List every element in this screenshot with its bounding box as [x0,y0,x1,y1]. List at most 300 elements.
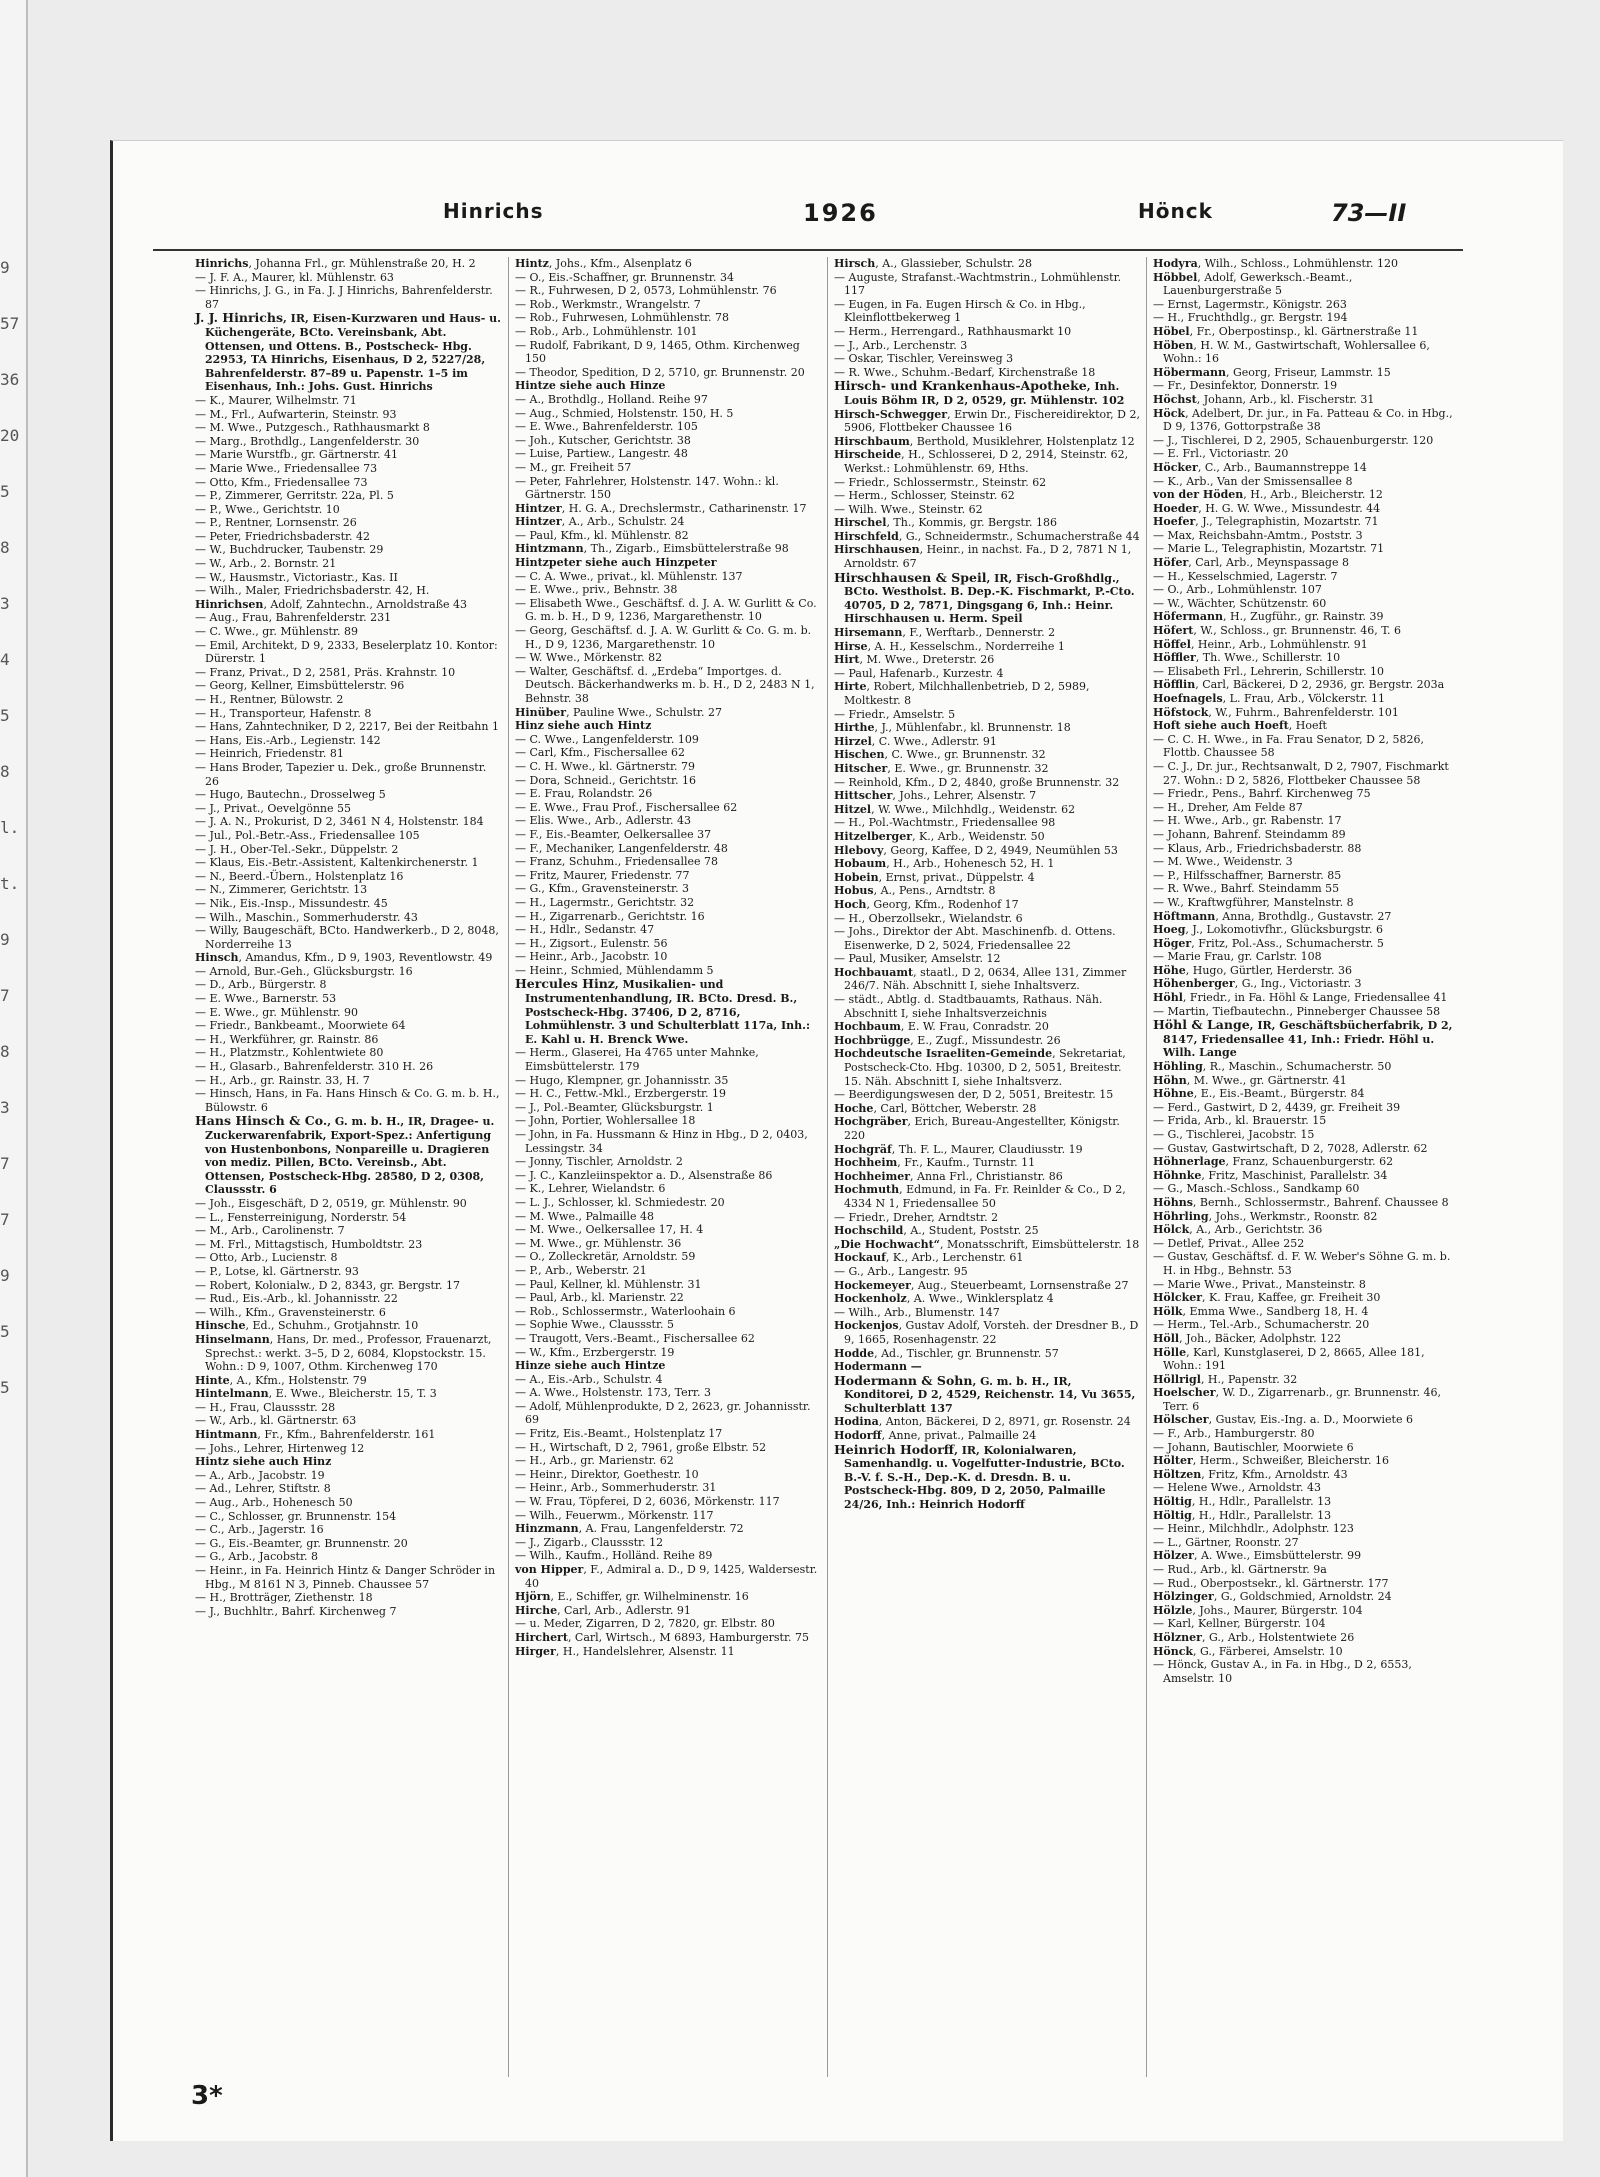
directory-entry: Hinselmann, Hans, Dr. med., Professor, Frauenarzt, Sprechst.: werkt. 3–5, D 2, 6084, Klopstockstr. 15. Wohn.: D 9, 1007, Othm. Kirchenweg 170 [195,1332,492,1374]
directory-entry: — E. Wwe., Barnerstr. 53 [195,992,337,1006]
edge-mark: 20 [0,426,20,445]
directory-entry: Höcker, C., Arb., Baumannstreppe 14 [1153,460,1367,474]
directory-entry: Höfert, W., Schloss., gr. Brunnenstr. 46, T. 6 [1153,624,1401,638]
directory-entry: — J., Privat., Oevelgönne 55 [195,801,352,815]
directory-entry: — Hönck, Gustav A., in Fa. in Hbg., D 2, 6553, Amselstr. 10 [1153,1658,1412,1685]
directory-entry: — Rob., Schlossermstr., Waterloohain 6 [515,1304,736,1318]
entry-surname: Hintz [515,257,549,270]
directory-entry: — Ferd., Gastwirt, D 2, 4439, gr. Freiheit 39 [1153,1100,1401,1114]
directory-entry: — E. Frl., Victoriastr. 20 [1153,447,1289,461]
directory-entry: — F., Arb., Hamburgerstr. 80 [1153,1427,1315,1441]
entry-surname: Höltzen [1153,1467,1202,1481]
directory-entry: Hinzmann, A. Frau, Langenfelderstr. 72 [515,1522,744,1536]
directory-entry: — W. Wwe., Mörkenstr. 82 [515,651,663,665]
directory-entry: — Auguste, Strafanst.-Wachtmstrin., Lohmühlenstr. 117 [834,270,1122,298]
edge-mark: 3 [0,594,10,613]
entry-surname: Höben [1153,338,1194,352]
directory-entry: Höhrling, Johs., Werkmstr., Roonstr. 82 [1153,1209,1378,1223]
directory-entry: Höhling, R., Maschin., Schumacherstr. 50 [1153,1060,1392,1074]
directory-entry: Höfer, Carl, Arb., Meynspassage 8 [1153,556,1349,570]
directory-entry: — J. F. A., Maurer, kl. Mühlenstr. 63 [195,270,394,284]
directory-entry: Hintzer, A., Arb., Schulstr. 24 [515,515,685,529]
directory-entry: — Rud., Arb., kl. Gärtnerstr. 9a [1153,1563,1327,1576]
directory-entry [515,556,821,570]
directory-entry: Hochheim, Fr., Kaufm., Turnstr. 11 [834,1156,1036,1170]
edge-mark: 3 [0,1098,10,1117]
directory-entry: — Elisabeth Wwe., Geschäftsf. d. J. A. W. Gurlitt & Co. G. m. b. H., D 9, 1236, Margarethenstr. 10 [515,596,817,624]
directory-entry: — Gustav, Geschäftsf. d. F. W. Weber's Söhne G. m. b. H. in Hbg., Behnstr. 53 [1153,1250,1451,1277]
directory-entry: — L. J., Schlosser, kl. Schmiedestr. 20 [515,1195,725,1209]
signature-mark: 3* [191,2081,223,2111]
edge-mark: 5 [0,1322,10,1341]
directory-entry: — Rud., Eis.-Arb., kl. Johannisstr. 22 [195,1292,398,1306]
directory-entry: — O., Eis.-Schaffner, gr. Brunnenstr. 34 [515,270,734,284]
directory-entry: — John, Portier, Wohlersallee 18 [515,1114,696,1128]
directory-entry: — Detlef, Privat., Allee 252 [1153,1236,1305,1250]
directory-entry: — Hugo, Klempner, gr. Johannisstr. 35 [515,1073,729,1087]
directory-entry: — R., Fuhrwesen, D 2, 0573, Lohmühlenstr. 76 [515,284,777,298]
edge-mark: 8 [0,1042,10,1061]
directory-entry: Hirse, A. H., Kesselschm., Norderreihe 1 [834,639,1065,653]
directory-entry: — P., Zimmerer, Gerritstr. 22a, Pl. 5 [195,489,394,503]
directory-entry: — K., Maurer, Wilhelmstr. 71 [195,393,357,407]
entry-surname: Hintzer [515,515,562,529]
directory-entry: „Die Hochwacht“, Monatsschrift, Eimsbüttelerstr. 18 [834,1237,1140,1251]
entry-surname: Hlebovy [834,843,884,857]
directory-entry: — Franz, Schuhm., Friedensallee 78 [515,855,718,869]
edge-mark: 5 [0,1378,10,1397]
entry-surname: Hoft siehe auch Hoeft [1153,719,1289,733]
entry-surname: Hinte [195,1373,230,1387]
directory-entry: — C. C. H. Wwe., in Fa. Frau Senator, D 2, 5826, Flottb. Chaussee 58 [1153,732,1424,760]
directory-entry: — C. Wwe., Langenfelderstr. 109 [515,732,699,746]
directory-entry: Hölle, Karl, Kunstglaserei, D 2, 8665, Allee 181, Wohn.: 191 [1153,1345,1425,1373]
entry-surname: Hintzpeter siehe auch Hinzpeter [515,556,717,570]
directory-entry: — Wilh., Maler, Friedrichsbaderstr. 42, H. [195,584,430,598]
directory-entry: Hobus, A., Pens., Arndtstr. 8 [834,884,996,898]
entry-surname: Hinselmann [195,1332,270,1346]
directory-entry: — Frida, Arb., kl. Brauerstr. 15 [1153,1114,1327,1128]
directory-entry: Hoft siehe auch Hoeft, Hoeft [1153,719,1327,733]
entry-surname: Hobein [834,870,879,884]
directory-entry: Höllrigl, H., Papenstr. 32 [1153,1372,1298,1386]
directory-entry: — P., Hilfsschaffner, Barnerstr. 85 [1153,868,1342,882]
entry-surname: Hodorff [834,1429,882,1443]
entry-surname: Hochmuth [834,1183,900,1197]
directory-entry: — G., Tischlerei, Jacobstr. 15 [1153,1128,1315,1141]
directory-entry: — W., Arb., 2. Bornstr. 21 [195,557,337,571]
directory-entry: — Friedr., Amselstr. 5 [834,707,956,721]
directory-entry: — Arnold, Bur.-Geh., Glücksburgstr. 16 [195,964,413,978]
directory-entry: — Johann, Bahrenf. Steindamm 89 [1153,827,1346,841]
directory-entry: — N., Zimmerer, Gerichtstr. 13 [195,883,368,897]
directory-entry: — H., Dreher, Am Felde 87 [1153,800,1303,814]
directory-entry: Höhnke, Fritz, Maschinist, Parallelstr. 34 [1153,1168,1388,1182]
entry-surname: Hoefer [1153,515,1196,529]
directory-entry: — Otto, Kfm., Friedensallee 73 [195,475,368,489]
page-number: 73—II [1331,199,1407,227]
entry-surname: Hochschild [834,1224,904,1238]
directory-entry: — W., Arb., kl. Gärtnerstr. 63 [195,1414,357,1428]
directory-entry: — Marie Wurstfb., gr. Gärtnerstr. 41 [195,448,399,462]
entry-surname: Hintze siehe auch Hinze [515,379,666,393]
entry-surname: Hochgräber [834,1115,908,1129]
directory-entry: — G., Eis.-Beamter, gr. Brunnenstr. 20 [195,1536,408,1550]
column-4 [1146,257,1465,2077]
entry-surname: Hobus [834,884,874,898]
directory-entry: — Eugen, in Fa. Eugen Hirsch & Co. in Hbg., Kleinflottbekerweg 1 [834,297,1086,325]
directory-entry: — Rudolf, Fabrikant, D 9, 1465, Othm. Kirchenweg 150 [515,338,800,366]
directory-entry: Hintzmann, Th., Zigarb., Eimsbüttelerstraße 98 [515,542,789,556]
directory-entry: Höck, Adelbert, Dr. jur., in Fa. Patteau & Co. in Hbg., D 9, 1376, Gottorpstraße 38 [1153,406,1453,434]
directory-entry: — Johann, Bautischler, Moorwiete 6 [1153,1440,1354,1454]
directory-entry: — H., Wirtschaft, D 2, 7961, große Elbstr. 52 [515,1440,767,1454]
entry-surname: Hirsemann [834,626,903,640]
directory-entry: — H., Rentner, Bülowstr. 2 [195,693,344,706]
entry-surname: von Hipper [515,1563,584,1576]
directory-entry: — E. Frau, Rolandstr. 26 [515,787,653,801]
directory-entry: — E. Wwe., gr. Mühlenstr. 90 [195,1005,358,1019]
directory-entry: — Paul, Arb., kl. Marienstr. 22 [515,1291,684,1305]
directory-entry: — Nik., Eis.-Insp., Missundestr. 45 [195,896,388,910]
directory-entry: — J. H., Ober-Tel.-Sekr., Düppelstr. 2 [195,842,399,856]
directory-entry: — H., Zigsort., Eulenstr. 56 [515,936,668,950]
directory-entry: Hinsche, Ed., Schuhm., Grotjahnstr. 10 [195,1319,419,1333]
entry-surname: Hirchert [515,1630,568,1644]
entry-surname: Höhl [1153,991,1183,1005]
directory-entry: Höchst, Johann, Arb., kl. Fischerstr. 31 [1153,392,1375,406]
entry-surname: Hischen [834,748,885,762]
directory-entry: — Fritz, Maurer, Friedenstr. 77 [515,868,690,882]
entry-surname: Hintelmann [195,1387,269,1401]
directory-entry: — Wilh., Maschin., Sommerhuderstr. 43 [195,910,418,924]
entry-surname: Hittscher [834,789,893,803]
entry-surname: Höllrigl [1153,1372,1201,1386]
directory-entry: Hölzle, Johs., Maurer, Bürgerstr. 104 [1153,1603,1363,1617]
directory-entry: — D., Arb., Bürgerstr. 8 [195,978,327,992]
directory-entry: — H., Lagermstr., Gerichtstr. 32 [515,895,695,909]
entry-surname: Hoeder [1153,501,1199,515]
directory-entry: — H., Werkführer, gr. Rainstr. 86 [195,1032,379,1046]
directory-entry: — Elisabeth Frl., Lehrerin, Schillerstr. 10 [1153,664,1384,678]
directory-entry: — Gustav, Gastwirtschaft, D 2, 7028, Adlerstr. 62 [1153,1141,1428,1155]
directory-entry: — Herm., Schlosser, Steinstr. 62 [834,489,1015,503]
directory-entry: Höhne, E., Eis.-Beamt., Bürgerstr. 84 [1153,1087,1365,1101]
directory-entry: Hitzelberger, K., Arb., Weidenstr. 50 [834,829,1045,843]
directory-entry: — G., Kfm., Gravensteinerstr. 3 [515,882,690,896]
directory-entry: Hölk, Emma Wwe., Sandberg 18, H. 4 [1153,1304,1369,1318]
entry-surname: Hölzle [1153,1603,1193,1617]
entry-surname: Hirt [834,653,860,667]
directory-entry: — J. C., Kanzleiinspektor a. D., Alsenstraße 86 [515,1168,773,1182]
directory-entry: Hinsch, Amandus, Kfm., D 9, 1903, Reventlowstr. 49 [195,951,493,965]
entry-surname: Hitzel [834,802,872,816]
directory-entry: Hochbauamt, staatl., D 2, 0634, Allee 131, Zimmer 246/7. Näh. Abschnitt I, siehe Inhaltsverz. [834,965,1127,993]
directory-entry: — Paul, Kellner, kl. Mühlenstr. 31 [515,1277,702,1291]
header-left-word: Hinrichs [443,199,544,223]
entry-surname: Hitscher [834,761,888,775]
entry-surname: Hölle [1153,1345,1187,1359]
directory-entry: — Reinhold, Kfm., D 2, 4840, große Brunnenstr. 32 [834,775,1120,789]
directory-entry: — J. A. N., Prokurist, D 2, 3461 N 4, Holstenstr. 184 [195,815,484,829]
directory-entry: — Oskar, Tischler, Vereinsweg 3 [834,352,1014,366]
entry-surname: Hintz siehe auch Hinz [195,1455,332,1469]
directory-entry: — Walter, Geschäftsf. d. „Erdeba“ Importges. d. Deutsch. Bäckerhandwerks m. b. H., D 2, 2483 N 1, Behnstr. 38 [515,664,815,705]
directory-entry: — M. Wwe., Weidenstr. 3 [1153,855,1293,869]
entry-surname: Hölck [1153,1223,1190,1237]
directory-entry: — Friedr., Bankbeamt., Moorwiete 64 [195,1019,406,1033]
directory-entry: Höfstock, W., Fuhrm., Bahrenfelderstr. 101 [1153,705,1399,719]
directory-entry: — Dora, Schneid., Gerichtstr. 16 [515,773,697,787]
directory-entry: — Karl, Kellner, Bürgerstr. 104 [1153,1617,1326,1631]
entry-surname: Höfstock [1153,705,1209,719]
edge-mark: 5 [0,706,10,725]
entry-surname: Höchst [1153,392,1197,406]
entry-surname: Hönck [1153,1644,1194,1658]
directory-entry: Hirschhausen & Speil, IR, Fisch-Großhdlg., BCto. Westholst. B. Dep.-K. Fischmarkt, P.-Cto. 40705, D 2, 7871, Dingsgang 6, Inh.: Heinr. Hirschhausen u. Herm. Speil [834,569,1135,626]
directory-entry: — F., Eis.-Beamter, Oelkersallee 37 [515,827,712,841]
directory-entry: — W., Kfm., Erzbergerstr. 19 [515,1345,675,1359]
directory-entry: Höffel, Heinr., Arb., Lohmühlenstr. 91 [1153,637,1368,651]
directory-entry: — Robert, Kolonialw., D 2, 8343, gr. Bergstr. 17 [195,1278,460,1292]
directory-entry: — Heinr., Arb., Jacobstr. 10 [515,950,668,964]
directory-entry: — C. Wwe., gr. Mühlenstr. 89 [195,625,358,639]
directory-entry: — Heinr., Schmied, Mühlendamm 5 [515,963,714,977]
directory-entry: — Marie L., Telegraphistin, Mozartstr. 71 [1153,542,1385,556]
directory-entry: — Hinrichs, J. G., in Fa. J. J Hinrichs, Bahrenfelderstr. 87 [195,284,493,311]
directory-entry: — Jonny, Tischler, Arnoldstr. 2 [515,1155,683,1169]
directory-entry: — Paul, Kfm., kl. Mühlenstr. 82 [515,528,689,542]
directory-entry: Hoefnagels, L. Frau, Arb., Völckerstr. 11 [1153,692,1385,705]
directory-entry: — N., Beerd.-Übern., Holstenplatz 16 [195,869,404,883]
directory-entry: — Marie Wwe., Friedensallee 73 [195,461,378,475]
directory-entry: Hirschhausen, Heinr., in nachst. Fa., D 2, 7871 N 1, Arnoldstr. 67 [834,543,1132,571]
directory-entry: Höger, Fritz, Pol.-Ass., Schumacherstr. 5 [1153,936,1384,950]
running-head [113,199,1563,233]
directory-entry: — Heinr., Milchhdlr., Adolphstr. 123 [1153,1522,1354,1536]
directory-entry: Hintelmann, E. Wwe., Bleicherstr. 15, T. 3 [195,1387,437,1401]
directory-entry: Hinte, A., Kfm., Holstenstr. 79 [195,1373,367,1387]
directory-entry [515,379,821,393]
directory-entry: Hobein, Ernst, privat., Düppelstr. 4 [834,870,1035,884]
directory-entry: — A. Wwe., Holstenstr. 173, Terr. 3 [515,1386,711,1400]
directory-entry: Hirt, M. Wwe., Dreterstr. 26 [834,653,995,667]
directory-entry: — Hinsch, Hans, in Fa. Hans Hinsch & Co. G. m. b. H., Bülowstr. 6 [195,1087,500,1114]
header-year: 1926 [803,199,878,227]
directory-entry: Hoche, Carl, Böttcher, Weberstr. 28 [834,1101,1037,1115]
directory-entry: — Friedr., Dreher, Arndtstr. 2 [834,1210,999,1224]
directory-entry [515,719,821,733]
entry-surname: Hinüber [515,705,567,719]
entry-surname: Höhenberger [1153,977,1235,991]
directory-entry: — H., Platzmstr., Kohlentwiete 80 [195,1046,384,1060]
directory-entry [515,1359,821,1373]
entry-surname: Hoch [834,897,867,911]
entry-surname: Hölcker [1153,1291,1203,1305]
entry-surname: Hintzer [515,501,562,515]
entry-surname: Hodina [834,1415,879,1429]
entry-surname: Hirthe [834,721,875,735]
directory-entry: Hoelscher, W. D., Zigarrenarb., gr. Brunnenstr. 46, Terr. 6 [1153,1386,1441,1413]
directory-entry: — M., Frl., Aufwarterin, Steinstr. 93 [195,407,397,421]
directory-entry: — M. Wwe., Putzgesch., Rathhausmarkt 8 [195,421,430,435]
directory-entry: Hirger, H., Handelslehrer, Alsenstr. 11 [515,1644,735,1658]
directory-entry: — C., Arb., Jagerstr. 16 [195,1523,324,1537]
entry-surname: Hinz siehe auch Hintz [515,719,652,733]
directory-entry: — Klaus, Eis.-Betr.-Assistent, Kaltenkirchenerstr. 1 [195,856,479,870]
entry-surname: Hodyra [1153,257,1198,270]
directory-entry: — Luise, Partiew., Langestr. 48 [515,447,688,461]
directory-entry: — Heinr., Arb., Sommerhuderstr. 31 [515,1481,717,1495]
directory-entry: Hölzner, G., Arb., Holstentwiete 26 [1153,1630,1355,1644]
directory-entry: — Fritz, Eis.-Beamt., Holstenplatz 17 [515,1427,723,1441]
directory-entry: Hischen, C. Wwe., gr. Brunnenstr. 32 [834,748,1046,762]
directory-entry: — Sophie Wwe., Claussstr. 5 [515,1318,675,1332]
directory-entry: — Wilh. Wwe., Steinstr. 62 [834,502,983,516]
directory-entry: — A., Brothdlg., Holland. Reihe 97 [515,392,708,406]
entry-surname: Hodermann & Sohn [834,1372,973,1388]
entry-surname: Hockemeyer [834,1278,911,1292]
directory-entry: Höffler, Th. Wwe., Schillerstr. 10 [1153,651,1341,665]
directory-entry: Hitscher, E. Wwe., gr. Brunnenstr. 32 [834,761,1049,775]
directory-entry: — Hugo, Bautechn., Drosselweg 5 [195,788,386,802]
directory-entry: von Hipper, F., Admiral a. D., D 9, 1425, Waldersestr. 40 [515,1563,818,1590]
directory-entry: — Johs., Lehrer, Hirtenweg 12 [195,1441,365,1455]
column-2 [508,257,827,2077]
edge-mark: 7 [0,986,10,1005]
header-rule [153,249,1463,251]
directory-entry: — Helene Wwe., Arnoldstr. 43 [1153,1481,1322,1495]
directory-entry: Hochschild, A., Student, Poststr. 25 [834,1224,1039,1238]
directory-entry: — G., Arb., Jacobstr. 8 [195,1550,319,1564]
directory-entry: — Herm., Tel.-Arb., Schumacherstr. 20 [1153,1318,1370,1332]
directory-entry: Hintz, Johs., Kfm., Alsenplatz 6 [515,257,692,270]
entry-surname: Hirzel [834,734,872,748]
directory-entry: — Hans, Zahntechniker, D 2, 2217, Bei der Reitbahn 1 [195,720,499,734]
directory-entry: — P., Rentner, Lornsenstr. 26 [195,516,357,530]
directory-entry: Höben, H. W. M., Gastwirtschaft, Wohlersallee 6, Wohn.: 16 [1153,338,1430,366]
directory-entry: — John, in Fa. Hussmann & Hinz in Hbg., D 2, 0403, Lessingstr. 34 [515,1128,808,1155]
scan-margin [0,0,28,2177]
directory-entry: — H., Kesselschmied, Lagerstr. 7 [1153,569,1338,583]
entry-surname: Hoche [834,1101,874,1115]
edge-mark: l. [0,818,20,837]
directory-entry: Höbbel, Adolf, Gewerksch.-Beamt., Lauenburgerstraße 5 [1153,270,1353,298]
directory-entry: — W. Frau, Töpferei, D 2, 6036, Mörkenstr. 117 [515,1495,780,1509]
directory-entry: — W., Hausmstr., Victoriastr., Kas. II [195,570,398,584]
directory-entry: — Carl, Kfm., Fischersallee 62 [515,746,686,760]
directory-entry: Hönck, G., Färberei, Amselstr. 10 [1153,1644,1343,1658]
directory-entry: — R. Wwe., Bahrf. Steindamm 55 [1153,882,1340,896]
entry-surname: Hochbaum [834,1020,901,1034]
entry-surname: „Die Hochwacht“ [834,1237,940,1251]
edge-mark: 9 [0,1266,10,1285]
entry-surname: Hirschhausen & Speil [834,569,987,585]
directory-entry: — W., Kraftwgführer, Manstelnstr. 8 [1153,895,1354,909]
entry-surname: Höger [1153,936,1192,950]
entry-surname: Hochdeutsche Israeliten-Gemeinde [834,1047,1053,1061]
directory-entry: Höhl, Friedr., in Fa. Höhl & Lange, Friedensallee 41 [1153,991,1448,1005]
entry-surname: Höck [1153,406,1186,420]
directory-entry: — H., Oberzollsekr., Wielandstr. 6 [834,911,1023,925]
entry-surname: Hölter [1153,1454,1193,1468]
directory-entry: — C. J., Dr. jur., Rechtsanwalt, D 2, 7907, Fischmarkt 27. Wohn.: D 2, 5826, Flottbeker Chaussee 58 [1153,759,1449,787]
entry-surname: Hölscher [1153,1413,1209,1427]
directory-entry: Hodermann & Sohn, G. m. b. H., IR, Konditorei, D 2, 4529, Reichenstr. 14, Vu 3655, Schulterblatt 137 [834,1372,1136,1415]
directory-entry: — F., Mechaniker, Langenfelderstr. 48 [515,841,728,855]
directory-entry: — K., Arb., Van der Smissensallee 8 [1153,474,1353,488]
directory-entry: Höhenberger, G., Ing., Victoriastr. 3 [1153,977,1362,991]
entry-surname: Höll [1153,1331,1180,1345]
entry-surname: Hölk [1153,1304,1183,1318]
entry-surname: Höcker [1153,460,1198,474]
entry-surname: Hercules Hinz [515,976,615,992]
directory-entry: — Traugott, Vers.-Beamt., Fischersallee 62 [515,1331,755,1345]
directory-entry: — Heinr., Direktor, Goethestr. 10 [515,1467,699,1481]
directory-entry: Hintmann, Fr., Kfm., Bahrenfelderstr. 161 [195,1428,436,1442]
directory-entry: Hittscher, Johs., Lehrer, Alsenstr. 7 [834,789,1037,803]
directory-entry: — Friedr., Schlossermstr., Steinstr. 62 [834,475,1047,489]
directory-entry: Hirschbaum, Berthold, Musiklehrer, Holstenplatz 12 [834,434,1135,448]
directory-entry: Höhns, Bernh., Schlossermstr., Bahrenf. Chaussee 8 [1153,1195,1449,1209]
directory-entry: — Wilh., Feuerwm., Mörkenstr. 117 [515,1508,714,1522]
directory-entry: Hölscher, Gustav, Eis.-Ing. a. D., Moorwiete 6 [1153,1413,1413,1427]
entry-surname: Hoeg [1153,923,1186,937]
directory-entry: — H., Frau, Claussstr. 28 [195,1400,336,1414]
directory-entry: Hockenjos, Gustav Adolf, Vorsteh. der Dresdner B., D 9, 1665, Rosenhagenstr. 22 [834,1319,1139,1346]
directory-entry: — Max, Reichsbahn-Amtm., Poststr. 3 [1153,528,1363,542]
entry-surname: Hirschhausen [834,543,920,557]
directory-entry: Hoefer, J., Telegraphistin, Mozartstr. 71 [1153,515,1379,529]
directory-entry: Hockenholz, A. Wwe., Winklersplatz 4 [834,1292,1054,1306]
edge-mark: 57 [0,314,20,333]
directory-entry: — Beerdigungswesen der, D 2, 5051, Breitestr. 15 [834,1088,1114,1102]
directory-entry: — H., Arb., gr. Rainstr. 33, H. 7 [195,1073,370,1087]
directory-entry: — Aug., Arb., Hohenesch 50 [195,1496,353,1510]
entry-surname: Hochheim [834,1156,898,1170]
entry-surname: Höhnke [1153,1168,1202,1182]
directory-entry: Hölck, A., Arb., Gerichtstr. 36 [1153,1223,1323,1237]
directory-entry: Hirthe, J., Mühlenfabr., kl. Brunnenstr. 18 [834,721,1071,735]
entry-surname: Hodermann — [834,1360,922,1374]
directory-entry: — Rob., Arb., Lohmühlenstr. 101 [515,324,698,338]
directory-entry: — M., gr. Freiheit 57 [515,460,632,474]
entry-surname: Hirsch [834,257,876,270]
entry-surname: Hochheimer [834,1169,911,1183]
entry-surname: Hockenjos [834,1319,899,1333]
directory-entry: Heinrich Hodorff, IR, Kolonialwaren, Samenhandlg. u. Vogelfutter-Industrie, BCto. B.-V. f. S.-H., Dep.-K. d. Dresdn. B. u. Postscheck-Hbg. 809, D 2, 2050, Palmaille 24/26, Inh.: Heinrich Hodorff [834,1441,1125,1512]
directory-entry: Hirsch-Schwegger, Erwin Dr., Fischereidirektor, D 2, 5906, Flottbeker Chaussee 16 [834,407,1140,435]
directory-entry: — Heinr., in Fa. Heinrich Hintz & Danger Schröder in Hbg., M 8161 N 3, Pinneb. Chaussee 57 [195,1564,496,1591]
entry-surname: Höltig [1153,1508,1192,1522]
directory-entry: — C., Schlosser, gr. Brunnenstr. 154 [195,1509,397,1523]
directory-entry: — M. Frl., Mittagstisch, Humboldtstr. 23 [195,1237,423,1251]
entry-surname: Höfermann [1153,610,1224,624]
directory-entry: — Joh., Eisgeschäft, D 2, 0519, gr. Mühlenstr. 90 [195,1196,467,1210]
directory-entry: — M. Wwe., Oelkersallee 17, H. 4 [515,1223,704,1237]
directory-entry [195,1455,502,1469]
directory-entry: Höhn, M. Wwe., gr. Gärtnerstr. 41 [1153,1073,1347,1087]
entry-surname: J. J. Hinrichs [195,310,284,326]
directory-entry: — C. A. Wwe., privat., kl. Mühlenstr. 137 [515,569,743,583]
directory-entry: Hjörn, E., Schiffer, gr. Wilhelminenstr. 16 [515,1590,749,1604]
directory-entry: — M. Wwe., Palmaille 48 [515,1209,655,1223]
directory-entry: — O., Zolleckretär, Arnoldstr. 59 [515,1250,696,1264]
directory-entry: Höltig, H., Hdlr., Parallelstr. 13 [1153,1508,1332,1522]
directory-entry: — J., Buchhltr., Bahrf. Kirchenweg 7 [195,1604,397,1618]
directory-entry: Hoch, Georg, Kfm., Rodenhof 17 [834,897,1019,911]
directory-entry: Höbermann, Georg, Friseur, Lammstr. 15 [1153,365,1391,379]
